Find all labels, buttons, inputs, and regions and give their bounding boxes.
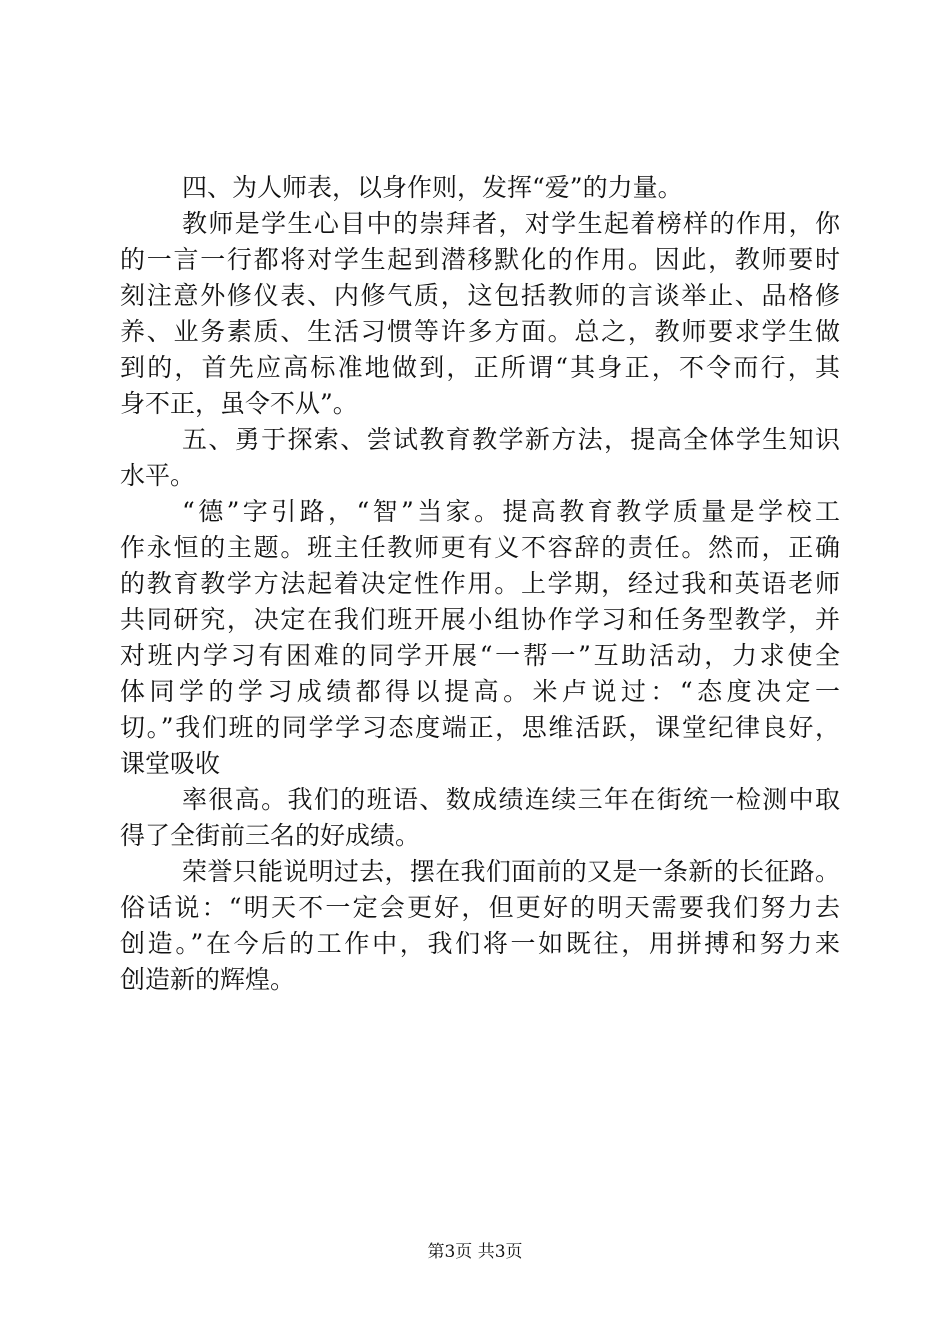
paragraph-line: 切。”我们班的同学学习态度端正，思维活跃，课堂纪律良好， (120, 713, 840, 742)
section-heading-five-cont: 水平。 (120, 461, 196, 490)
document-body (120, 170, 840, 998)
section-heading-four: 四、为人师表，以身作则，发挥“爱”的力量。 (182, 173, 683, 202)
paragraph-line: 刻注意外修仪表、内修气质，这包括教师的言谈举止、品格修 (120, 281, 840, 310)
paragraph-line: 率很高。我们的班语、数成绩连续三年在街统一检测中取 (182, 785, 840, 814)
paragraph-line: 俗话说：“明天不一定会更好，但更好的明天需要我们努力去 (120, 893, 840, 922)
paragraph-line: 创造新的辉煌。 (120, 965, 296, 994)
paragraph-line: 养、业务素质、生活习惯等许多方面。总之，教师要求学生做 (120, 317, 840, 346)
paragraph-line: 身不正，虽令不从”。 (120, 389, 358, 418)
paragraph-line: 教师是学生心目中的崇拜者，对学生起着榜样的作用，你 (182, 209, 840, 238)
paragraph-line: 体同学的学习成绩都得以提高。米卢说过：“态度决定一 (120, 677, 840, 706)
paragraph-line: 的教育教学方法起着决定性作用。上学期，经过我和英语老师 (120, 569, 840, 598)
paragraph-line: 创造。”在今后的工作中，我们将一如既往，用拼搏和努力来 (120, 929, 840, 958)
paragraph-line: 课堂吸收 (120, 749, 221, 778)
page-number-footer: 第3页 共3页 (427, 1242, 523, 1262)
section-heading-five: 五、勇于探索、尝试教育教学新方法，提高全体学生知识 (182, 425, 840, 454)
paragraph-line: 对班内学习有困难的同学开展“一帮一”互助活动，力求使全 (120, 641, 840, 670)
paragraph-line: 的一言一行都将对学生起到潜移默化的作用。因此，教师要时 (120, 245, 840, 274)
paragraph-line: 到的，首先应高标准地做到，正所谓“其身正，不令而行，其 (120, 353, 840, 382)
paragraph-line: 得了全街前三名的好成绩。 (120, 821, 421, 850)
paragraph-line: “德”字引路，“智”当家。提高教育教学质量是学校工 (182, 497, 840, 526)
paragraph-line: 作永恒的主题。班主任教师更有义不容辞的责任。然而，正确 (120, 533, 840, 562)
paragraph-line: 共同研究，决定在我们班开展小组协作学习和任务型教学，并 (120, 605, 840, 634)
paragraph-line: 荣誉只能说明过去，摆在我们面前的又是一条新的长征路。 (182, 857, 840, 886)
